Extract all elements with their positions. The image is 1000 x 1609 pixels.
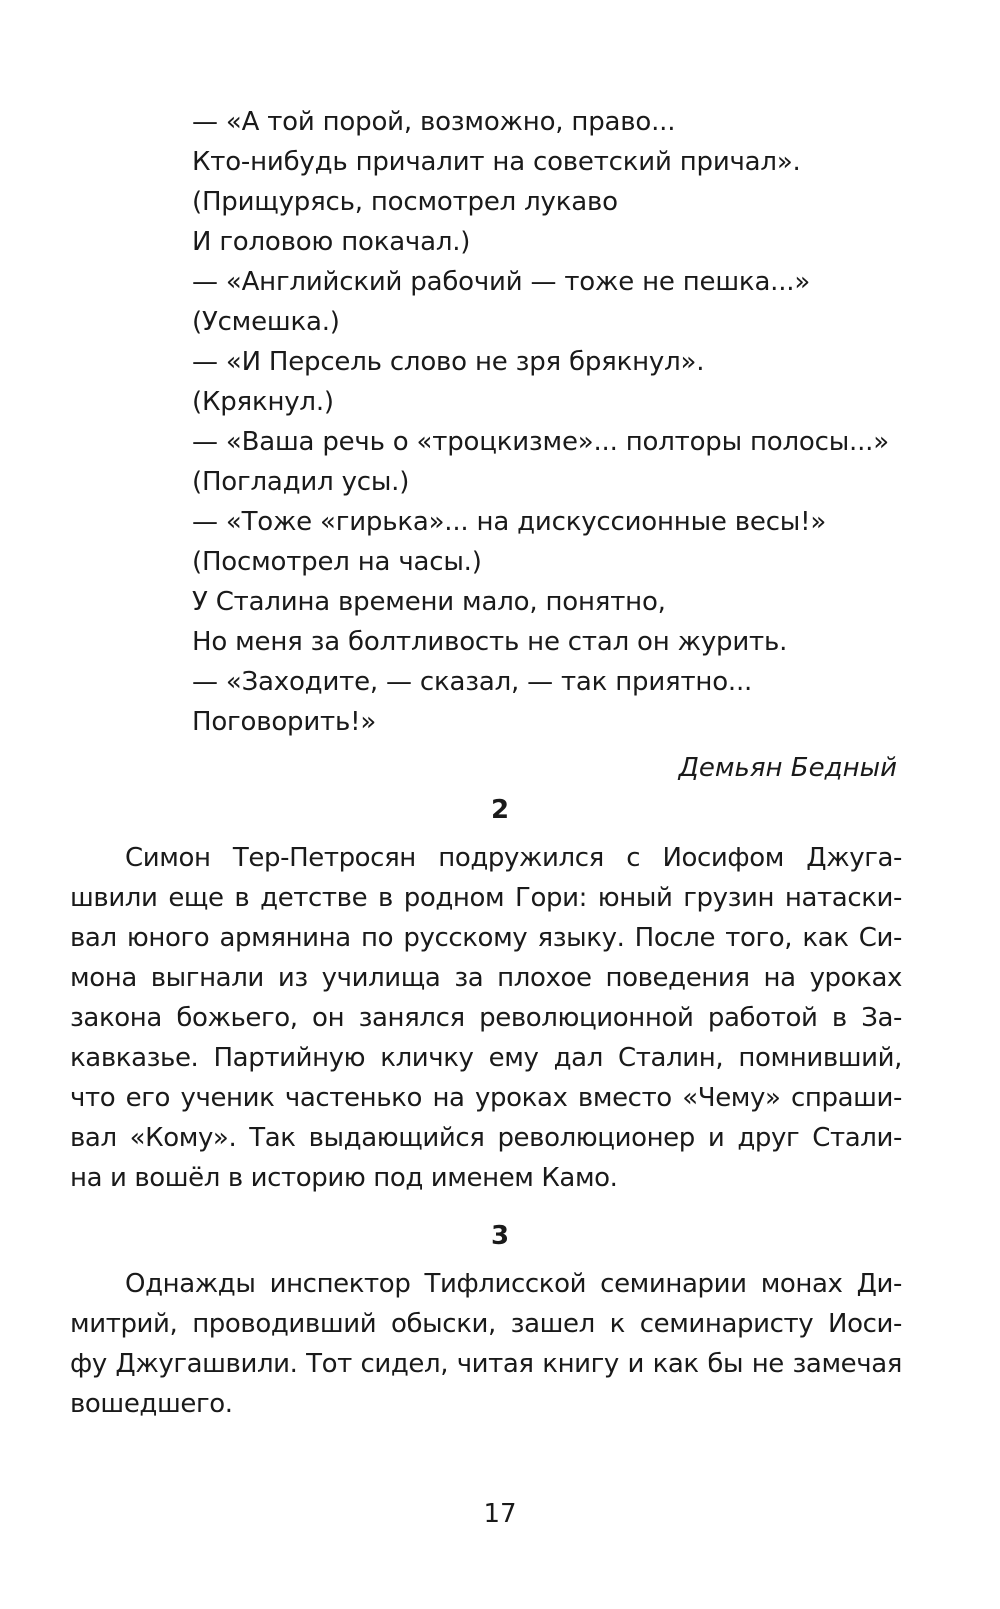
section-number-3: 3 — [490, 1221, 510, 1251]
poem-line: (Посмотрел на часы.) — [192, 547, 482, 577]
paragraph-line: кавказье. Партийную кличку ему дал Сталин, помнивший, — [70, 1043, 902, 1073]
section-2-text — [70, 838, 902, 1198]
poem-line: — «Ваша речь о «троцкизме»... полторы полосы...» — [192, 427, 889, 457]
section-3-text — [70, 1264, 902, 1424]
poem-line: (Усмешка.) — [192, 307, 340, 337]
paragraph-line: что его ученик частенько на уроках вместо «Чему» спраши- — [70, 1083, 902, 1113]
paragraph-line: на и вошёл в историю под именем Камо. — [70, 1163, 618, 1193]
paragraph-line: мона выгнали из училища за плохое поведения на уроках — [70, 963, 902, 993]
poem-line: (Погладил усы.) — [192, 467, 410, 497]
paragraph-line: закона божьего, он занялся революционной работой в За- — [70, 1003, 902, 1033]
poem-block — [192, 102, 912, 742]
poem-author: Демьян Бедный — [678, 753, 897, 783]
poem-line: Поговорить!» — [192, 707, 377, 737]
poem-line: У Сталина времени мало, понятно, — [192, 587, 666, 617]
poem-line: — «Английский рабочий — тоже не пешка...» — [192, 267, 811, 297]
poem-line: (Прищурясь, посмотрел лукаво — [192, 187, 618, 217]
poem-line: Но меня за болтливость не стал он журить. — [192, 627, 788, 657]
page-number: 17 — [483, 1499, 517, 1529]
poem-line: И головою покачал.) — [192, 227, 471, 257]
paragraph-line: митрий, проводивший обыски, зашел к семинаристу Иоси- — [70, 1309, 902, 1339]
paragraph-line: Однажды инспектор Тифлисской семинарии монах Ди- — [125, 1269, 902, 1299]
poem-line: Кто-нибудь причалит на советский причал». — [192, 147, 801, 177]
poem-line: (Крякнул.) — [192, 387, 334, 417]
paragraph-line: вошедшего. — [70, 1389, 233, 1419]
paragraph-line: вал «Кому». Так выдающийся революционер и друг Стали- — [70, 1123, 902, 1153]
paragraph-line: швили еще в детстве в родном Гори: юный грузин натаски- — [70, 883, 902, 913]
poem-line: — «Тоже «гирька»... на дискуссионные весы!» — [192, 507, 827, 537]
poem-line: — «И Персель слово не зря брякнул». — [192, 347, 705, 377]
poem-line: — «А той порой, возможно, право... — [192, 107, 676, 137]
poem-line: — «Заходите, — сказал, — так приятно... — [192, 667, 753, 697]
paragraph-line: Симон Тер-Петросян подружился с Иосифом Джуга- — [125, 843, 902, 873]
paragraph-line: фу Джугашвили. Тот сидел, читая книгу и как бы не замечая — [70, 1349, 902, 1379]
paragraph-line: вал юного армянина по русскому языку. После того, как Си- — [70, 923, 902, 953]
section-number-2: 2 — [490, 795, 510, 825]
